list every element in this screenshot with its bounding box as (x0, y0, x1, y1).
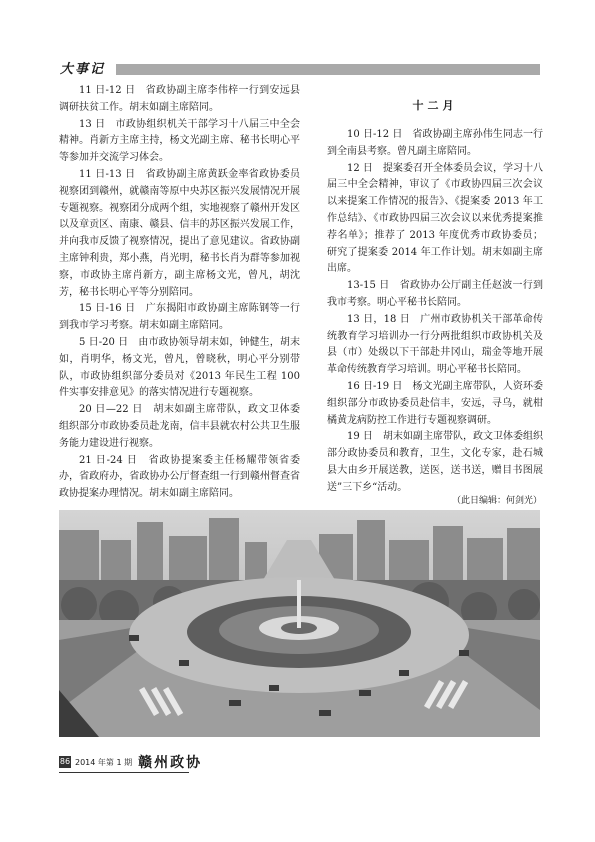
left-column (59, 83, 300, 503)
entry: 11 日-13 日 省政协副主席黄跃金率省政协委员视察团到赣州，就赣南等原中央苏区振兴发展情况开展专题视察。视察团分成两个组，实地视察了赣州开发区以及章贡区、南康、赣县、信丰的苏区振兴发展工作，并向我市反馈了视察情况，提出了意见建议。省政协副主席钟利贵，郑小燕，肖光明，秘书长肖为群等参加视察，市政协主席肖新方，副主席杨文光，曾凡，胡沈芳，秘书长明心平等分别陪同。 (59, 168, 300, 298)
entry: 15 日-16 日 广东揭阳市政协副主席陈钢等一行到我市学习考察。胡末如副主席陪同。 (59, 303, 300, 332)
entry: 21 日-24 日 省政协提案委主任杨耀带领省委办，省政府办，省政协办公厅督查组一行到赣州督查省政协提案办理情况。胡末如副主席陪同。 (59, 454, 300, 500)
entry: 13 日 市政协组织机关干部学习十八届三中全会精神。肖新方主席主持，杨文光副主席、秘书长明心平等参加并交流学习体会。 (59, 118, 300, 164)
entry: 12 日 提案委召开全体委员会议，学习十八届三中全会精神，审议了《市政协四届三次会议以来提案工作情况的报告》、《提案委 2013 年工作总结》、《市政协四届三次会议以来优秀提案推荐名单》；推荐了 2013 年度优秀市政协委员；研究了提案委 2014 年工作计划。胡末如副主席出席。 (327, 162, 543, 275)
header-bar (116, 64, 540, 75)
section-title: 大事记 (60, 62, 106, 77)
entry: 20 日—22 日 胡末如副主席带队，政文卫体委组织部分市政协委员赴龙南，信丰县就农村公共卫生服务能力建设进行视察。 (59, 404, 300, 449)
entry: 5 日-20 日 由市政协领导胡末如，钟健生，胡末如，肖明华，杨文光，曾凡，曾晓秋，明心平分别带队，市政协组织部分委员对《2013 年民生工程 100 件实事安排意见》的落实情况进行专题视察。 (59, 336, 300, 399)
page-footer (59, 753, 540, 771)
city-roundabout-photo (59, 510, 540, 737)
entry: 13-15 日 省政协办公厅副主任赵波一行到我市考察。明心平秘书长陪同。 (327, 280, 543, 308)
entry: 13 日，18 日 广州市政协机关干部革命传统教育学习培训办一行分两批组织市政协机关及县（市）处级以下干部赴井冈山，瑞金等地开展革命传统教育学习培训。明心平秘书长陪同。 (327, 313, 543, 376)
issue-label: 2014 年第 1 期 (75, 757, 133, 767)
footer-rule (59, 772, 189, 773)
photo-illustration (59, 510, 540, 737)
editor-note: （此日编辑：何剑光） (451, 496, 542, 506)
magazine-name: 赣州政协 (138, 755, 203, 771)
right-column (327, 83, 543, 497)
month-heading: 十二月 (412, 99, 458, 112)
page-number: 86 (59, 757, 71, 766)
entry: 10 日-12 日 省政协副主席孙伟生同志一行到全南县考察。曾凡副主席陪同。 (327, 129, 543, 157)
entry: 16 日-19 日 杨文光副主席带队，人资环委组织部分市政协委员赴信丰，安远，寻乌，就柑橘黄龙病防控工作进行专题视察调研。 (327, 380, 543, 426)
entry: 19 日 胡末如副主席带队，政文卫体委组织部分政协委员和教育，卫生，文化专家，赴石城县大由乡开展送教，送医，送书送，赠目书图展送”三下乡“活动。 (327, 431, 543, 493)
entry: 11 日-12 日 省政协副主席李伟梓一行到安远县调研扶贫工作。胡末如副主席陪同。 (59, 85, 300, 113)
